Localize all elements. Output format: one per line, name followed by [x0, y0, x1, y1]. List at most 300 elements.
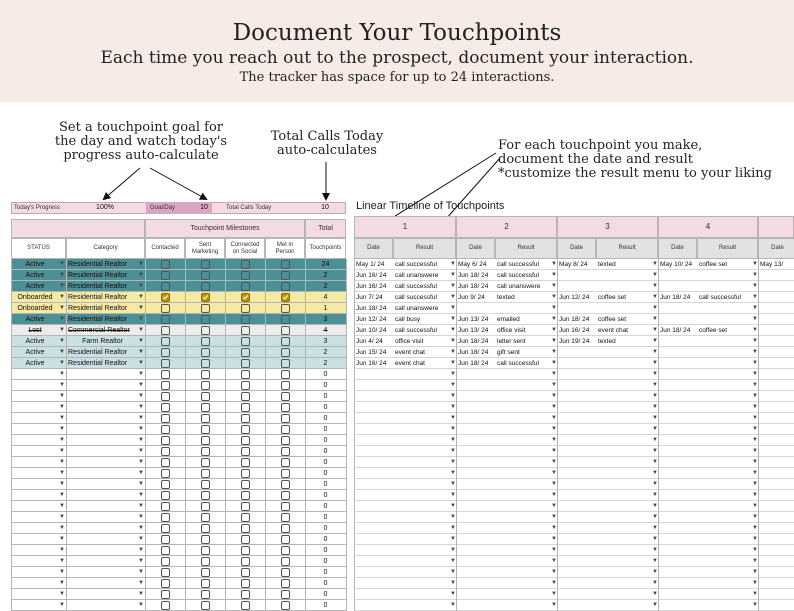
- milestone-checkbox[interactable]: [281, 436, 290, 445]
- chevron-down-icon[interactable]: ▼: [551, 349, 557, 355]
- chevron-down-icon[interactable]: ▼: [752, 492, 758, 498]
- touchpoint-result-select[interactable]: [699, 556, 751, 567]
- touchpoint-result-select[interactable]: [497, 457, 549, 468]
- chevron-down-icon[interactable]: ▼: [752, 371, 758, 377]
- touchpoint-result-select[interactable]: [598, 358, 650, 369]
- touchpoint-date[interactable]: [760, 446, 794, 457]
- chevron-down-icon[interactable]: ▼: [138, 272, 144, 278]
- touchpoint-date[interactable]: [356, 523, 394, 534]
- chevron-down-icon[interactable]: ▼: [138, 426, 144, 432]
- touchpoint-date[interactable]: [458, 479, 496, 490]
- touchpoint-result-select[interactable]: [395, 556, 447, 567]
- category-select[interactable]: [68, 556, 137, 567]
- category-select[interactable]: [68, 402, 137, 413]
- touchpoint-result-select[interactable]: [497, 369, 549, 380]
- chevron-down-icon[interactable]: ▼: [59, 459, 65, 465]
- touchpoint-result-select[interactable]: coffee set: [699, 261, 728, 268]
- touchpoint-result-select[interactable]: [699, 369, 751, 380]
- chevron-down-icon[interactable]: ▼: [752, 415, 758, 421]
- chevron-down-icon[interactable]: ▼: [752, 272, 758, 278]
- touchpoint-result-select[interactable]: [699, 435, 751, 446]
- chevron-down-icon[interactable]: ▼: [450, 305, 456, 311]
- category-select[interactable]: [68, 435, 137, 446]
- chevron-down-icon[interactable]: ▼: [450, 580, 456, 586]
- touchpoint-date[interactable]: [760, 380, 794, 391]
- touchpoint-result-select[interactable]: [598, 347, 650, 358]
- milestone-checkbox[interactable]: [161, 304, 170, 313]
- chevron-down-icon[interactable]: ▼: [450, 525, 456, 531]
- touchpoint-date[interactable]: [760, 270, 794, 281]
- touchpoint-date[interactable]: [660, 402, 698, 413]
- chevron-down-icon[interactable]: ▼: [59, 294, 65, 300]
- chevron-down-icon[interactable]: ▼: [752, 404, 758, 410]
- chevron-down-icon[interactable]: ▼: [752, 481, 758, 487]
- category-select[interactable]: [68, 501, 137, 512]
- chevron-down-icon[interactable]: ▼: [59, 591, 65, 597]
- touchpoint-result-select[interactable]: [598, 457, 650, 468]
- category-select[interactable]: [68, 534, 137, 545]
- chevron-down-icon[interactable]: ▼: [752, 294, 758, 300]
- touchpoint-result-select[interactable]: call successful: [395, 283, 437, 290]
- chevron-down-icon[interactable]: ▼: [450, 261, 456, 267]
- chevron-down-icon[interactable]: ▼: [752, 580, 758, 586]
- touchpoint-date[interactable]: [559, 435, 597, 446]
- touchpoint-date[interactable]: [356, 567, 394, 578]
- category-select[interactable]: [68, 479, 137, 490]
- category-select[interactable]: [68, 457, 137, 468]
- milestone-checkbox[interactable]: [161, 348, 170, 357]
- touchpoint-date[interactable]: [660, 391, 698, 402]
- touchpoint-result-select[interactable]: [395, 402, 447, 413]
- touchpoint-result-select[interactable]: [699, 270, 751, 281]
- category-select[interactable]: [68, 523, 137, 534]
- category-select[interactable]: Farm Realtor: [82, 338, 123, 345]
- touchpoint-date[interactable]: [660, 347, 698, 358]
- touchpoint-date[interactable]: [458, 501, 496, 512]
- touchpoint-result-select[interactable]: [598, 435, 650, 446]
- chevron-down-icon[interactable]: ▼: [59, 503, 65, 509]
- touchpoint-date[interactable]: [356, 556, 394, 567]
- touchpoint-date[interactable]: [559, 413, 597, 424]
- milestone-checkbox[interactable]: [161, 370, 170, 379]
- touchpoint-date[interactable]: [559, 600, 597, 611]
- touchpoint-result-select[interactable]: [598, 380, 650, 391]
- status-select[interactable]: [12, 380, 58, 391]
- touchpoint-date[interactable]: [458, 534, 496, 545]
- milestone-checkbox[interactable]: [241, 447, 250, 456]
- milestone-checkbox[interactable]: [281, 282, 290, 291]
- milestone-checkbox[interactable]: [281, 557, 290, 566]
- status-select[interactable]: [12, 567, 58, 578]
- touchpoint-date[interactable]: [559, 479, 597, 490]
- touchpoint-result-select[interactable]: [598, 424, 650, 435]
- chevron-down-icon[interactable]: ▼: [652, 349, 658, 355]
- touchpoint-date[interactable]: Jun 18/ 24: [559, 316, 590, 323]
- milestone-checkbox[interactable]: [281, 524, 290, 533]
- touchpoint-date[interactable]: Jun 10/ 24: [356, 327, 387, 334]
- status-select[interactable]: [12, 468, 58, 479]
- milestone-checkbox[interactable]: [201, 315, 210, 324]
- milestone-checkbox[interactable]: [281, 601, 290, 610]
- chevron-down-icon[interactable]: ▼: [752, 470, 758, 476]
- milestone-checkbox[interactable]: [241, 579, 250, 588]
- touchpoint-date[interactable]: [458, 556, 496, 567]
- touchpoint-result-select[interactable]: [395, 435, 447, 446]
- chevron-down-icon[interactable]: ▼: [59, 415, 65, 421]
- chevron-down-icon[interactable]: ▼: [450, 547, 456, 553]
- chevron-down-icon[interactable]: ▼: [652, 305, 658, 311]
- chevron-down-icon[interactable]: ▼: [551, 547, 557, 553]
- touchpoint-result-select[interactable]: call unanswere: [395, 272, 439, 279]
- touchpoint-result-select[interactable]: [598, 545, 650, 556]
- milestone-checkbox[interactable]: [241, 271, 250, 280]
- chevron-down-icon[interactable]: ▼: [59, 305, 65, 311]
- touchpoint-date[interactable]: [458, 413, 496, 424]
- touchpoint-date[interactable]: Jun 19/ 24: [559, 338, 590, 345]
- chevron-down-icon[interactable]: ▼: [551, 459, 557, 465]
- touchpoint-date[interactable]: [760, 369, 794, 380]
- chevron-down-icon[interactable]: ▼: [752, 459, 758, 465]
- touchpoint-date[interactable]: Jun 12/ 24: [559, 294, 590, 301]
- category-select[interactable]: Residential Realtor: [68, 305, 128, 312]
- milestone-checkbox[interactable]: [161, 326, 170, 335]
- chevron-down-icon[interactable]: ▼: [59, 349, 65, 355]
- chevron-down-icon[interactable]: ▼: [138, 382, 144, 388]
- chevron-down-icon[interactable]: ▼: [138, 393, 144, 399]
- chevron-down-icon[interactable]: ▼: [59, 316, 65, 322]
- chevron-down-icon[interactable]: ▼: [752, 393, 758, 399]
- touchpoint-date[interactable]: Jun 4/ 24: [356, 338, 383, 345]
- milestone-checkbox[interactable]: [241, 590, 250, 599]
- chevron-down-icon[interactable]: ▼: [138, 360, 144, 366]
- status-select[interactable]: Active: [25, 349, 45, 356]
- milestone-checkbox[interactable]: [281, 513, 290, 522]
- milestone-checkbox[interactable]: [201, 403, 210, 412]
- milestone-checkbox[interactable]: [161, 469, 170, 478]
- touchpoint-result-select[interactable]: [395, 479, 447, 490]
- milestone-checkbox[interactable]: [201, 524, 210, 533]
- chevron-down-icon[interactable]: ▼: [752, 338, 758, 344]
- touchpoint-date[interactable]: [760, 589, 794, 600]
- chevron-down-icon[interactable]: ▼: [551, 602, 557, 608]
- status-select[interactable]: [12, 424, 58, 435]
- touchpoint-result-select[interactable]: [497, 435, 549, 446]
- milestone-checkbox[interactable]: [241, 359, 250, 368]
- touchpoint-result-select[interactable]: [395, 457, 447, 468]
- chevron-down-icon[interactable]: ▼: [652, 470, 658, 476]
- milestone-checkbox[interactable]: [241, 293, 250, 302]
- chevron-down-icon[interactable]: ▼: [551, 525, 557, 531]
- chevron-down-icon[interactable]: ▼: [138, 591, 144, 597]
- milestone-checkbox[interactable]: [201, 282, 210, 291]
- chevron-down-icon[interactable]: ▼: [138, 415, 144, 421]
- milestone-checkbox[interactable]: [281, 491, 290, 500]
- touchpoint-date[interactable]: [559, 468, 597, 479]
- chevron-down-icon[interactable]: ▼: [752, 426, 758, 432]
- touchpoint-date[interactable]: [458, 391, 496, 402]
- chevron-down-icon[interactable]: ▼: [551, 448, 557, 454]
- milestone-checkbox[interactable]: [161, 557, 170, 566]
- touchpoint-date[interactable]: [760, 303, 794, 314]
- touchpoint-result-select[interactable]: [699, 600, 751, 611]
- touchpoint-result-select[interactable]: [598, 479, 650, 490]
- chevron-down-icon[interactable]: ▼: [551, 393, 557, 399]
- chevron-down-icon[interactable]: ▼: [652, 272, 658, 278]
- milestone-checkbox[interactable]: [241, 403, 250, 412]
- touchpoint-date[interactable]: Jun 16/ 24: [356, 283, 387, 290]
- chevron-down-icon[interactable]: ▼: [450, 602, 456, 608]
- touchpoint-date[interactable]: [458, 303, 496, 314]
- category-select[interactable]: [68, 600, 137, 611]
- touchpoint-date[interactable]: [559, 303, 597, 314]
- touchpoint-date[interactable]: May 8/ 24: [559, 261, 588, 268]
- touchpoint-date[interactable]: [760, 479, 794, 490]
- touchpoint-result-select[interactable]: [699, 413, 751, 424]
- touchpoint-result-select[interactable]: [699, 490, 751, 501]
- status-select[interactable]: [12, 457, 58, 468]
- chevron-down-icon[interactable]: ▼: [450, 382, 456, 388]
- touchpoint-result-select[interactable]: [497, 391, 549, 402]
- chevron-down-icon[interactable]: ▼: [652, 558, 658, 564]
- touchpoint-date[interactable]: [356, 446, 394, 457]
- touchpoint-date[interactable]: Jun 18/ 24: [458, 272, 489, 279]
- touchpoint-result-select[interactable]: [395, 512, 447, 523]
- touchpoint-result-select[interactable]: [699, 468, 751, 479]
- chevron-down-icon[interactable]: ▼: [59, 327, 65, 333]
- touchpoint-result-select[interactable]: [395, 446, 447, 457]
- chevron-down-icon[interactable]: ▼: [450, 448, 456, 454]
- touchpoint-result-select[interactable]: [598, 501, 650, 512]
- touchpoint-result-select[interactable]: [598, 556, 650, 567]
- touchpoint-date[interactable]: [760, 556, 794, 567]
- milestone-checkbox[interactable]: [241, 546, 250, 555]
- touchpoint-date[interactable]: [760, 402, 794, 413]
- chevron-down-icon[interactable]: ▼: [450, 371, 456, 377]
- status-select[interactable]: [12, 578, 58, 589]
- chevron-down-icon[interactable]: ▼: [652, 371, 658, 377]
- milestone-checkbox[interactable]: [281, 392, 290, 401]
- chevron-down-icon[interactable]: ▼: [652, 591, 658, 597]
- touchpoint-date[interactable]: [356, 545, 394, 556]
- category-select[interactable]: [68, 446, 137, 457]
- touchpoint-result-select[interactable]: event chat: [395, 360, 425, 367]
- touchpoint-result-select[interactable]: [699, 281, 751, 292]
- touchpoint-result-select[interactable]: [497, 424, 549, 435]
- chevron-down-icon[interactable]: ▼: [59, 514, 65, 520]
- touchpoint-date[interactable]: [760, 534, 794, 545]
- chevron-down-icon[interactable]: ▼: [138, 547, 144, 553]
- chevron-down-icon[interactable]: ▼: [652, 580, 658, 586]
- category-select[interactable]: Residential Realtor: [68, 294, 128, 301]
- touchpoint-date[interactable]: [356, 413, 394, 424]
- status-select[interactable]: Active: [25, 261, 45, 268]
- touchpoint-result-select[interactable]: [395, 380, 447, 391]
- touchpoint-date[interactable]: [356, 424, 394, 435]
- touchpoint-date[interactable]: [660, 490, 698, 501]
- touchpoint-result-select[interactable]: call successful: [699, 294, 741, 301]
- status-select[interactable]: [12, 446, 58, 457]
- chevron-down-icon[interactable]: ▼: [450, 338, 456, 344]
- touchpoint-date[interactable]: [760, 413, 794, 424]
- touchpoint-result-select[interactable]: [699, 457, 751, 468]
- touchpoint-date[interactable]: Jun 13/ 24: [458, 327, 489, 334]
- touchpoint-date[interactable]: [559, 270, 597, 281]
- milestone-checkbox[interactable]: [241, 524, 250, 533]
- chevron-down-icon[interactable]: ▼: [138, 437, 144, 443]
- touchpoint-result-select[interactable]: texted: [598, 261, 616, 268]
- touchpoint-date[interactable]: Jun 18/ 24: [458, 283, 489, 290]
- chevron-down-icon[interactable]: ▼: [59, 393, 65, 399]
- milestone-checkbox[interactable]: [161, 502, 170, 511]
- chevron-down-icon[interactable]: ▼: [652, 569, 658, 575]
- touchpoint-date[interactable]: [458, 380, 496, 391]
- milestone-checkbox[interactable]: [241, 535, 250, 544]
- touchpoint-result-select[interactable]: [699, 424, 751, 435]
- chevron-down-icon[interactable]: ▼: [551, 305, 557, 311]
- status-select[interactable]: Active: [25, 360, 45, 367]
- milestone-checkbox[interactable]: [281, 293, 290, 302]
- milestone-checkbox[interactable]: [241, 458, 250, 467]
- touchpoint-date[interactable]: Jun 18/ 24: [458, 360, 489, 367]
- touchpoint-date[interactable]: [559, 501, 597, 512]
- touchpoint-date[interactable]: [458, 567, 496, 578]
- chevron-down-icon[interactable]: ▼: [450, 327, 456, 333]
- milestone-checkbox[interactable]: [201, 579, 210, 588]
- touchpoint-result-select[interactable]: call busy: [395, 316, 421, 323]
- touchpoint-result-select[interactable]: [699, 523, 751, 534]
- status-select[interactable]: [12, 413, 58, 424]
- chevron-down-icon[interactable]: ▼: [752, 547, 758, 553]
- category-select[interactable]: Commercial Realtor: [68, 327, 130, 334]
- touchpoint-date[interactable]: [760, 490, 794, 501]
- touchpoint-result-select[interactable]: [699, 479, 751, 490]
- milestone-checkbox[interactable]: [241, 337, 250, 346]
- touchpoint-result-select[interactable]: [699, 567, 751, 578]
- chevron-down-icon[interactable]: ▼: [450, 481, 456, 487]
- touchpoint-result-select[interactable]: [395, 369, 447, 380]
- touchpoint-date[interactable]: [559, 358, 597, 369]
- status-select[interactable]: [12, 556, 58, 567]
- touchpoint-result-select[interactable]: [699, 347, 751, 358]
- milestone-checkbox[interactable]: [281, 579, 290, 588]
- chevron-down-icon[interactable]: ▼: [652, 426, 658, 432]
- chevron-down-icon[interactable]: ▼: [450, 558, 456, 564]
- chevron-down-icon[interactable]: ▼: [450, 404, 456, 410]
- touchpoint-date[interactable]: [559, 281, 597, 292]
- touchpoint-result-select[interactable]: call successful: [497, 261, 539, 268]
- milestone-checkbox[interactable]: [241, 326, 250, 335]
- touchpoint-result-select[interactable]: [598, 578, 650, 589]
- touchpoint-date[interactable]: [660, 501, 698, 512]
- chevron-down-icon[interactable]: ▼: [551, 569, 557, 575]
- chevron-down-icon[interactable]: ▼: [138, 470, 144, 476]
- touchpoint-result-select[interactable]: [598, 303, 650, 314]
- status-select[interactable]: [12, 512, 58, 523]
- category-select[interactable]: [68, 490, 137, 501]
- milestone-checkbox[interactable]: [161, 282, 170, 291]
- category-select[interactable]: Residential Realtor: [68, 261, 128, 268]
- milestone-checkbox[interactable]: [201, 370, 210, 379]
- milestone-checkbox[interactable]: [241, 568, 250, 577]
- milestone-checkbox[interactable]: [161, 480, 170, 489]
- touchpoint-result-select[interactable]: call unanswere: [395, 305, 439, 312]
- milestone-checkbox[interactable]: [241, 282, 250, 291]
- chevron-down-icon[interactable]: ▼: [450, 437, 456, 443]
- chevron-down-icon[interactable]: ▼: [551, 261, 557, 267]
- touchpoint-date[interactable]: [559, 545, 597, 556]
- touchpoint-result-select[interactable]: event chat: [598, 327, 628, 334]
- category-select[interactable]: Residential Realtor: [68, 316, 128, 323]
- chevron-down-icon[interactable]: ▼: [450, 294, 456, 300]
- milestone-checkbox[interactable]: [241, 491, 250, 500]
- status-select[interactable]: [12, 402, 58, 413]
- touchpoint-date[interactable]: [660, 468, 698, 479]
- chevron-down-icon[interactable]: ▼: [138, 525, 144, 531]
- touchpoint-result-select[interactable]: [395, 600, 447, 611]
- touchpoint-date[interactable]: [660, 457, 698, 468]
- milestone-checkbox[interactable]: [161, 271, 170, 280]
- touchpoint-date[interactable]: [559, 391, 597, 402]
- touchpoint-date[interactable]: [760, 281, 794, 292]
- touchpoint-date[interactable]: [559, 446, 597, 457]
- milestone-checkbox[interactable]: [201, 304, 210, 313]
- milestone-checkbox[interactable]: [201, 491, 210, 500]
- status-select[interactable]: Onboarded: [17, 305, 53, 312]
- milestone-checkbox[interactable]: [281, 469, 290, 478]
- touchpoint-date[interactable]: [660, 545, 698, 556]
- chevron-down-icon[interactable]: ▼: [450, 503, 456, 509]
- chevron-down-icon[interactable]: ▼: [652, 283, 658, 289]
- touchpoint-date[interactable]: [760, 512, 794, 523]
- status-select[interactable]: Active: [25, 272, 45, 279]
- touchpoint-result-select[interactable]: [598, 600, 650, 611]
- milestone-checkbox[interactable]: [161, 260, 170, 269]
- touchpoint-date[interactable]: [760, 567, 794, 578]
- chevron-down-icon[interactable]: ▼: [450, 492, 456, 498]
- milestone-checkbox[interactable]: [161, 436, 170, 445]
- milestone-checkbox[interactable]: [241, 304, 250, 313]
- touchpoint-date[interactable]: [660, 534, 698, 545]
- chevron-down-icon[interactable]: ▼: [450, 426, 456, 432]
- milestone-checkbox[interactable]: [161, 337, 170, 346]
- touchpoint-date[interactable]: [458, 600, 496, 611]
- chevron-down-icon[interactable]: ▼: [138, 602, 144, 608]
- chevron-down-icon[interactable]: ▼: [138, 514, 144, 520]
- touchpoint-date[interactable]: [559, 567, 597, 578]
- touchpoint-result-select[interactable]: call successful: [395, 327, 437, 334]
- touchpoint-date[interactable]: [760, 435, 794, 446]
- touchpoint-date[interactable]: May 10/ 24: [660, 261, 693, 268]
- touchpoint-date[interactable]: Jun 16/ 24: [559, 327, 590, 334]
- chevron-down-icon[interactable]: ▼: [551, 558, 557, 564]
- touchpoint-date[interactable]: [458, 589, 496, 600]
- chevron-down-icon[interactable]: ▼: [450, 415, 456, 421]
- chevron-down-icon[interactable]: ▼: [450, 536, 456, 542]
- chevron-down-icon[interactable]: ▼: [752, 569, 758, 575]
- milestone-checkbox[interactable]: [241, 469, 250, 478]
- touchpoint-date[interactable]: [660, 446, 698, 457]
- chevron-down-icon[interactable]: ▼: [652, 415, 658, 421]
- status-select[interactable]: Lost: [28, 327, 42, 334]
- category-select[interactable]: Residential Realtor: [68, 272, 128, 279]
- milestone-checkbox[interactable]: [201, 502, 210, 511]
- touchpoint-date[interactable]: [660, 424, 698, 435]
- touchpoint-date[interactable]: [760, 468, 794, 479]
- touchpoint-date[interactable]: [356, 578, 394, 589]
- touchpoint-date[interactable]: [458, 435, 496, 446]
- chevron-down-icon[interactable]: ▼: [752, 316, 758, 322]
- touchpoint-date[interactable]: [356, 402, 394, 413]
